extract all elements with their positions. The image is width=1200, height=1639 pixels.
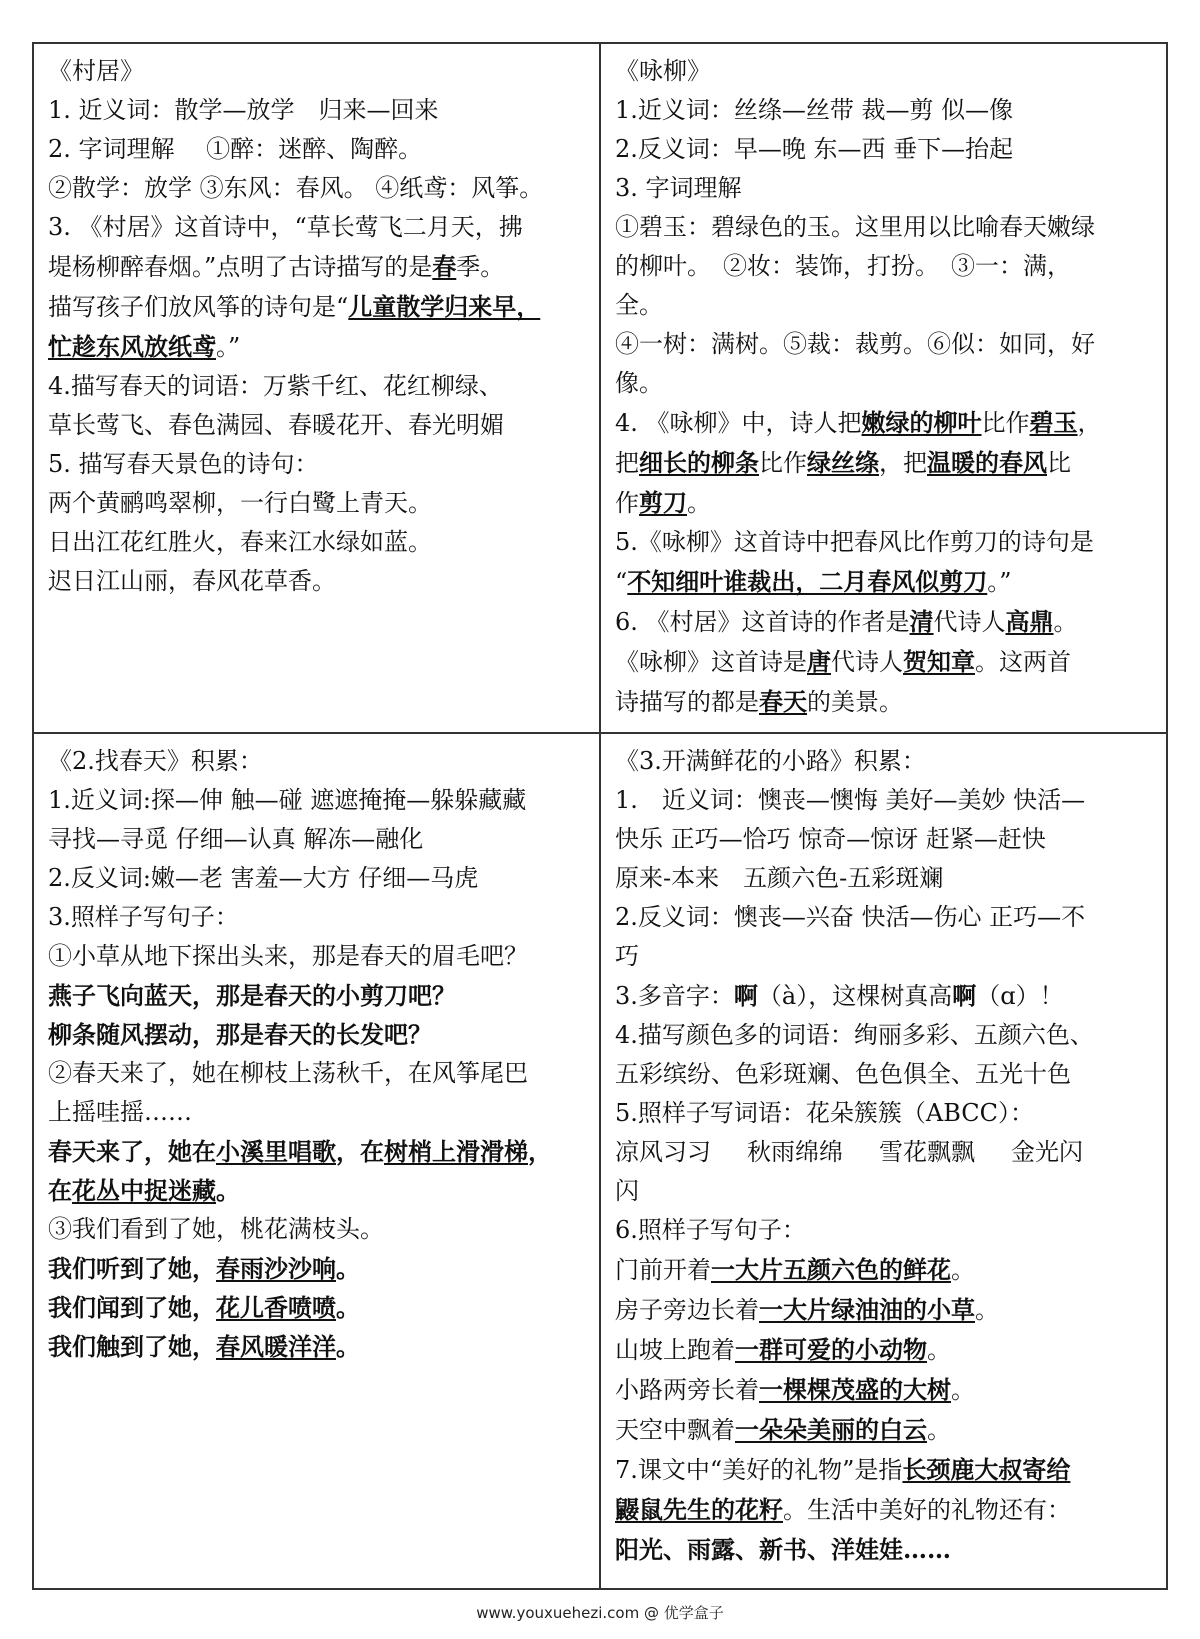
text-line: 原来-本来 五颜六色-五彩斑斓 [615, 864, 944, 892]
text-line: 草长莺飞、春色满园、春暖花开、春光明媚 [48, 411, 504, 439]
text-line [615, 1330, 1154, 1370]
text-span: 。 [975, 1296, 999, 1324]
text-line: 2.反义词:嫩—老 害羞—大方 仔细—马虎 [48, 864, 479, 892]
text-span: ， [1077, 409, 1102, 437]
footer-watermark: www.youxuehezi.com @ 优学盒子 [476, 1604, 724, 1622]
text-line: 4.描写颜色多的词语：绚丽多彩、五颜六色、 [615, 1021, 1094, 1049]
text-span: 《咏柳》这首诗是 [615, 648, 807, 676]
text-span: 春天来了，她在 [48, 1137, 216, 1166]
text-span: 小路两旁长着 [615, 1376, 759, 1404]
text-line: 五彩缤纷、色彩斑斓、色色俱全、五光十色 [615, 1060, 1071, 1088]
text-line: 2.反义词：懊丧—兴奋 快活—伤心 正巧—不 [615, 903, 1086, 931]
text-line: 全。 [615, 291, 663, 319]
answer-text: 春天 [759, 687, 807, 716]
answer-text: 高鼎 [1005, 607, 1054, 636]
text-span: 4. 《咏柳》中，诗人把 [615, 409, 862, 437]
cunju-title: 《村居》 [48, 57, 144, 85]
text-line: 1.近义词：丝绦—丝带 裁—剪 似—像 [615, 96, 1014, 124]
text-line: 日出江花红胜火，春来江水绿如蓝。 [48, 528, 432, 556]
text-line: 的柳叶。 ②妆：装饰，打扮。 ③一：满， [615, 252, 1071, 280]
text-span: 。 [951, 1376, 975, 1404]
answer-text: 清 [909, 607, 934, 636]
text-line [615, 1410, 1154, 1450]
text-span: （ɑ）！ [976, 982, 1064, 1010]
text-line: ①小草从地下探出头来，那是春天的眉毛吧？ [48, 942, 528, 970]
answer-text: 忙趁东风放纸鸢 [48, 332, 216, 361]
text-line: ②散学：放学 ③东风：春风。 ④纸鸢：风筝。 [48, 174, 544, 202]
answer-text: 剪刀 [639, 488, 687, 517]
text-span: 。 [216, 1176, 240, 1205]
text-line: 6.照样子写句子： [615, 1216, 806, 1244]
answer-text: 不知细叶谁裁出，二月春风似剪刀 [627, 567, 988, 596]
text-line [48, 287, 587, 327]
answer-text: 细长的柳条 [639, 448, 759, 477]
text-span: 金光闪 [1011, 1138, 1083, 1166]
text-line [615, 682, 1154, 722]
text-span: （à），这棵树真高 [757, 982, 953, 1010]
text-line: 上摇哇摇…… [48, 1098, 192, 1126]
answer-text: 贺知章 [903, 647, 975, 676]
answer-text: 一群可爱的小动物 [735, 1335, 927, 1364]
text-line [615, 1250, 1154, 1290]
text-span: 比作 [981, 409, 1030, 437]
text-line: 2.反义词：早—晚 东—西 垂下—抬起 [615, 135, 1014, 163]
text-span: 房子旁边长着 [615, 1296, 759, 1324]
text-line: 1.近义词:探—伸 触—碰 遮遮掩掩—躲躲藏藏 [48, 786, 527, 814]
text-span: ，把 [879, 449, 927, 477]
text-line [615, 1370, 1154, 1410]
text-line: 4.描写春天的词语：万紫千红、花红柳绿、 [48, 372, 503, 400]
text-line: 1. 近义词：懊丧—懊悔 美好—美妙 快活— [615, 786, 1086, 814]
text-span: ，在 [336, 1137, 384, 1166]
text-span: 。生活中美好的礼物还有： [783, 1496, 1071, 1524]
cell-zhaochuntian [33, 733, 600, 1589]
text-span: 作 [615, 489, 639, 517]
text-line: 快乐 正巧—恰巧 惊奇—惊讶 赶紧—赶快 [615, 825, 1046, 853]
text-span: 7.课文中“美好的礼物”是指 [615, 1456, 903, 1484]
text-span: 凉风习习 [615, 1138, 711, 1166]
text-span: 季。 [456, 253, 505, 281]
text-span: 6. 《村居》这首诗的作者是 [615, 608, 910, 636]
answer-text: 啊 [952, 981, 977, 1010]
text-span: 门前开着 [615, 1256, 711, 1284]
text-line: 5.照样子写词语：花朵簇簇（ABCC）： [615, 1099, 1035, 1127]
text-line [615, 483, 1154, 523]
answer-text: 春风暖洋洋 [216, 1332, 336, 1361]
answer-text: 花丛中捉迷藏 [72, 1176, 216, 1205]
text-line: 闪 [615, 1177, 639, 1205]
text-line [48, 327, 587, 367]
text-line [615, 562, 1154, 602]
yongliu-title: 《咏柳》 [615, 57, 711, 85]
answer-text: 长颈鹿大叔寄给 [902, 1455, 1071, 1484]
answer-text: 春雨沙沙响 [216, 1254, 336, 1283]
answer-text: 花儿香喷喷 [216, 1293, 336, 1322]
answer-line [48, 1171, 587, 1210]
text-line: 巧 [615, 942, 639, 970]
answer-line: 阳光、雨露、新书、洋娃娃…… [615, 1535, 951, 1564]
text-span: 。 [336, 1332, 360, 1361]
text-line: 寻找—寻觅 仔细—认真 解冻—融化 [48, 825, 424, 853]
text-line: 迟日江山丽，春风花草香。 [48, 567, 336, 595]
answer-text: 一棵棵茂盛的大树 [759, 1375, 951, 1404]
answer-text: 春 [432, 252, 457, 281]
text-line [615, 1490, 1154, 1530]
answer-line [48, 1249, 587, 1288]
text-span: 。” [216, 333, 241, 361]
answer-text: 唐 [807, 647, 831, 676]
text-span: 。这两首 [975, 648, 1071, 676]
text-span: 。 [336, 1293, 360, 1322]
xiaolu-title: 《3.开满鲜花的小路》积累： [615, 747, 926, 775]
text-span: 。” [987, 568, 1012, 596]
zhaochuntian-title: 《2.找春天》积累： [48, 747, 263, 775]
text-span: 比作 [759, 449, 807, 477]
text-span: 我们听到了她， [48, 1254, 216, 1283]
text-line: ③我们看到了她，桃花满枝头。 [48, 1215, 384, 1243]
text-span: 把 [615, 449, 639, 477]
answer-line: 燕子飞向蓝天，那是春天的小剪刀吧？ [48, 981, 456, 1010]
text-line: 5. 描写春天景色的诗句： [48, 450, 319, 478]
text-span: 。 [687, 489, 711, 517]
text-span: 代诗人 [933, 608, 1006, 636]
text-line [615, 1133, 1154, 1172]
text-span: 。 [927, 1336, 951, 1364]
answer-text: 温暖的春风 [927, 448, 1047, 477]
answer-line: 柳条随风摆动，那是春天的长发吧？ [48, 1020, 432, 1049]
text-line [615, 443, 1154, 483]
text-line: 2. 字词理解 ①醉：迷醉、陶醉。 [48, 135, 423, 163]
text-span: 秋雨绵绵 [747, 1138, 843, 1166]
text-span: 在 [48, 1176, 72, 1205]
text-line: ④一树：满树。⑤裁：裁剪。⑥似：如同，好 [615, 330, 1095, 358]
text-line: 5.《咏柳》这首诗中把春风比作剪刀的诗句是 [615, 528, 1094, 556]
text-line: 3. 《村居》这首诗中，“草长莺飞二月天，拂 [48, 213, 523, 241]
answer-text: 一大片五颜六色的鲜花 [711, 1255, 951, 1284]
text-span: 描写孩子们放风筝的诗句是“ [48, 293, 349, 321]
text-span: 。 [951, 1256, 975, 1284]
text-span: 。 [1053, 608, 1078, 636]
text-line [615, 602, 1154, 642]
answer-line [48, 1288, 587, 1327]
text-span: “ [615, 568, 628, 596]
table-row [33, 733, 1167, 1589]
text-span: 。 [927, 1416, 951, 1444]
cell-cunju [33, 43, 600, 733]
text-span: 3.多音字： [615, 982, 734, 1010]
answer-text: 儿童散学归来早， [348, 292, 541, 321]
answer-text: 一大片绿油油的小草 [759, 1295, 975, 1324]
text-line: ②春天来了，她在柳枝上荡秋千，在风筝尾巴 [48, 1059, 528, 1087]
text-line [615, 403, 1154, 443]
answer-text: 啊 [733, 981, 758, 1010]
text-line: 像。 [615, 369, 663, 397]
text-span: 雪花飘飘 [879, 1138, 975, 1166]
answer-line [48, 1327, 587, 1366]
text-span: 比 [1047, 449, 1071, 477]
answer-text: 嫩绿的柳叶 [861, 408, 982, 437]
text-line: 3. 字词理解 [615, 174, 742, 202]
text-line: 1. 近义词：散学—放学 归来—回来 [48, 96, 439, 124]
answer-text: 小溪里唱歌 [216, 1137, 336, 1166]
cell-yongliu [600, 43, 1167, 733]
text-line: 3.照样子写句子： [48, 903, 239, 931]
text-line [615, 1290, 1154, 1330]
table-row [33, 43, 1167, 733]
text-span: ， [528, 1137, 552, 1166]
text-span: 我们触到了她， [48, 1332, 216, 1361]
text-span: 天空中飘着 [615, 1416, 735, 1444]
answer-text: 鼹鼠先生的花籽 [615, 1495, 783, 1524]
answer-text: 树梢上滑滑梯 [384, 1137, 528, 1166]
text-line [48, 247, 587, 287]
answer-line [48, 1132, 587, 1171]
cell-xiaolu [600, 733, 1167, 1589]
text-line: 两个黄鹂鸣翠柳，一行白鹭上青天。 [48, 489, 432, 517]
text-span: 代诗人 [831, 648, 903, 676]
answer-text: 碧玉 [1029, 408, 1078, 437]
text-span: 。 [336, 1254, 360, 1283]
text-line: ①碧玉：碧绿色的玉。这里用以比喻春天嫩绿 [615, 213, 1095, 241]
text-span: 我们闻到了她， [48, 1293, 216, 1322]
text-line [615, 642, 1154, 682]
text-span: 堤杨柳醉春烟。”点明了古诗描写的是 [48, 253, 433, 281]
text-line [615, 1450, 1154, 1490]
text-line [615, 976, 1154, 1016]
answer-text: 一朵朵美丽的白云 [735, 1415, 927, 1444]
answer-text: 绿丝绦 [807, 448, 879, 477]
text-span: 山坡上跑着 [615, 1336, 735, 1364]
text-span: 诗描写的都是 [615, 688, 759, 716]
text-span: 的美景。 [807, 688, 903, 716]
worksheet-table [32, 42, 1168, 1590]
